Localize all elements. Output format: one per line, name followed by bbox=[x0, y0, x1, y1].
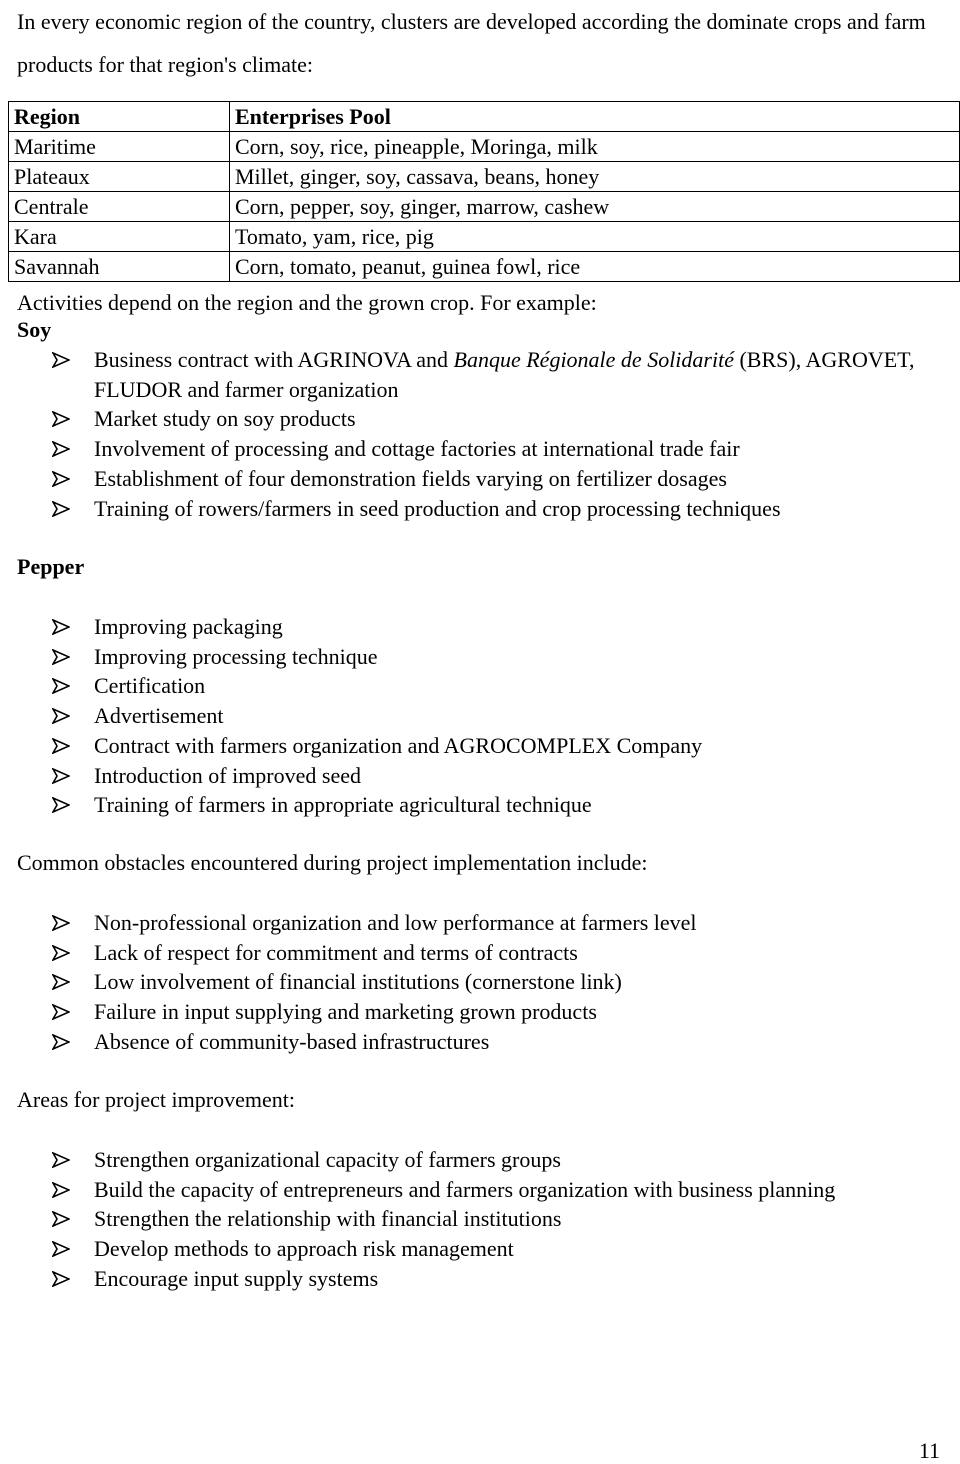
list-item bbox=[0, 1175, 945, 1205]
list-item-text: Strengthen organizational capacity of farmers groups bbox=[94, 1147, 561, 1172]
arrow-bullet-icon bbox=[52, 974, 70, 990]
arrow-bullet-icon bbox=[52, 915, 70, 931]
arrow-bullet-icon bbox=[52, 768, 70, 784]
table-cell-region: Maritime bbox=[9, 132, 230, 162]
list-item bbox=[0, 761, 945, 791]
table-cell-enterprises: Corn, tomato, peanut, guinea fowl, rice bbox=[230, 252, 960, 282]
arrow-bullet-icon bbox=[52, 1211, 70, 1227]
list-item-text: Improving processing technique bbox=[94, 643, 378, 669]
list-item bbox=[0, 404, 945, 434]
arrow-bullet-icon bbox=[52, 738, 70, 754]
list-item bbox=[0, 1264, 945, 1294]
list-item-text: Market study on soy products bbox=[94, 406, 356, 432]
activities-text: Activities depend on the region and the grown crop. For example: bbox=[17, 290, 597, 315]
list-item-text: Strengthen the relationship with financial institutions bbox=[94, 1206, 562, 1232]
arrow-bullet-icon bbox=[52, 678, 70, 694]
improvement-intro: Areas for project improvement: bbox=[17, 1087, 295, 1112]
pepper-heading: Pepper bbox=[17, 554, 85, 579]
list-item-text: Low involvement of financial institutions (cornerstone link) bbox=[94, 969, 622, 995]
list-item bbox=[0, 701, 945, 731]
list-item-text: Advertisement bbox=[94, 703, 224, 729]
pepper-list bbox=[0, 612, 945, 820]
list-item bbox=[0, 908, 945, 938]
list-item-text: Introduction of improved seed bbox=[94, 762, 361, 788]
table-cell-region: Centrale bbox=[9, 192, 230, 222]
arrow-bullet-icon bbox=[52, 619, 70, 635]
soy-heading: Soy bbox=[17, 317, 52, 342]
obstacles-intro: Common obstacles encountered during project implementation include: bbox=[17, 850, 648, 875]
arrow-bullet-icon bbox=[52, 1004, 70, 1020]
table-cell-region: Savannah bbox=[9, 252, 230, 282]
list-item bbox=[0, 612, 945, 642]
list-item bbox=[0, 1234, 945, 1264]
table-cell-enterprises: Tomato, yam, rice, pig bbox=[230, 222, 960, 252]
regions-table bbox=[8, 101, 960, 282]
list-item-text-pre: Business contract with AGRINOVA and bbox=[94, 347, 454, 372]
list-item-text: Non-professional organization and low performance at farmers level bbox=[94, 910, 697, 935]
list-item bbox=[0, 434, 945, 464]
obstacles-list bbox=[0, 908, 945, 1057]
table-header-row bbox=[9, 102, 960, 132]
list-item bbox=[0, 345, 945, 404]
arrow-bullet-icon bbox=[52, 797, 70, 813]
list-item-text: Develop methods to approach risk management bbox=[94, 1236, 514, 1262]
arrow-bullet-icon bbox=[52, 411, 70, 427]
list-item bbox=[0, 967, 945, 997]
arrow-bullet-icon bbox=[52, 945, 70, 961]
list-item bbox=[0, 464, 945, 494]
list-item-text: Contract with farmers organization and AGROCOMPLEX Company bbox=[94, 732, 703, 758]
table-row bbox=[9, 222, 960, 252]
list-item-text: Build the capacity of entrepreneurs and farmers organization with business planning bbox=[94, 1176, 836, 1202]
arrow-bullet-icon bbox=[52, 1034, 70, 1050]
list-item bbox=[0, 790, 945, 820]
table-row bbox=[9, 252, 960, 282]
list-item-text: Certification bbox=[94, 673, 206, 699]
list-item-text-italic: Banque Régionale de Solidarité bbox=[453, 347, 734, 372]
table-cell-region: Kara bbox=[9, 222, 230, 252]
list-item-text-post: (BRS), AGROVET, FLUDOR and farmer organization bbox=[94, 347, 915, 402]
page-number: 11 bbox=[918, 1438, 940, 1463]
table-header-region: Region bbox=[9, 102, 230, 132]
list-item bbox=[0, 494, 945, 524]
table-header-enterprises: Enterprises Pool bbox=[230, 102, 960, 132]
table-cell-enterprises: Corn, soy, rice, pineapple, Moringa, milk bbox=[230, 132, 960, 162]
list-item bbox=[0, 1204, 945, 1234]
table-row bbox=[9, 192, 960, 222]
list-item bbox=[0, 642, 945, 672]
table-cell-enterprises: Corn, pepper, soy, ginger, marrow, cashew bbox=[230, 192, 960, 222]
list-item-text: Encourage input supply systems bbox=[94, 1265, 379, 1291]
list-item bbox=[0, 731, 945, 761]
list-item-text: Improving packaging bbox=[94, 614, 283, 639]
list-item-text: Failure in input supplying and marketing grown products bbox=[94, 999, 597, 1025]
list-item bbox=[0, 938, 945, 968]
list-item bbox=[0, 1027, 945, 1057]
list-item bbox=[0, 671, 945, 701]
list-item bbox=[0, 1145, 945, 1175]
list-item-text: Absence of community-based infrastructures bbox=[94, 1028, 490, 1054]
list-item-text: Establishment of four demonstration fields varying on fertilizer dosages bbox=[94, 465, 727, 491]
table-row bbox=[9, 162, 960, 192]
improvement-list bbox=[0, 1145, 945, 1294]
arrow-bullet-icon bbox=[52, 441, 70, 457]
arrow-bullet-icon bbox=[52, 352, 70, 368]
arrow-bullet-icon bbox=[52, 501, 70, 517]
arrow-bullet-icon bbox=[52, 1152, 70, 1168]
arrow-bullet-icon bbox=[52, 1271, 70, 1287]
arrow-bullet-icon bbox=[52, 471, 70, 487]
arrow-bullet-icon bbox=[52, 1241, 70, 1257]
table-cell-enterprises: Millet, ginger, soy, cassava, beans, honey bbox=[230, 162, 960, 192]
soy-list bbox=[0, 345, 945, 523]
arrow-bullet-icon bbox=[52, 708, 70, 724]
arrow-bullet-icon bbox=[52, 1182, 70, 1198]
list-item-text: Lack of respect for commitment and terms of contracts bbox=[94, 939, 578, 965]
arrow-bullet-icon bbox=[52, 649, 70, 665]
intro-paragraph: In every economic region of the country, clusters are developed according the dominate crops and farm products for that region's climate: bbox=[17, 9, 926, 77]
list-item-text: Involvement of processing and cottage factories at international trade fair bbox=[94, 436, 740, 462]
list-item-text: Training of farmers in appropriate agricultural technique bbox=[94, 792, 592, 818]
list-item bbox=[0, 997, 945, 1027]
table-cell-region: Plateaux bbox=[9, 162, 230, 192]
list-item-text: Training of rowers/farmers in seed production and crop processing techniques bbox=[94, 495, 781, 521]
table-row bbox=[9, 132, 960, 162]
